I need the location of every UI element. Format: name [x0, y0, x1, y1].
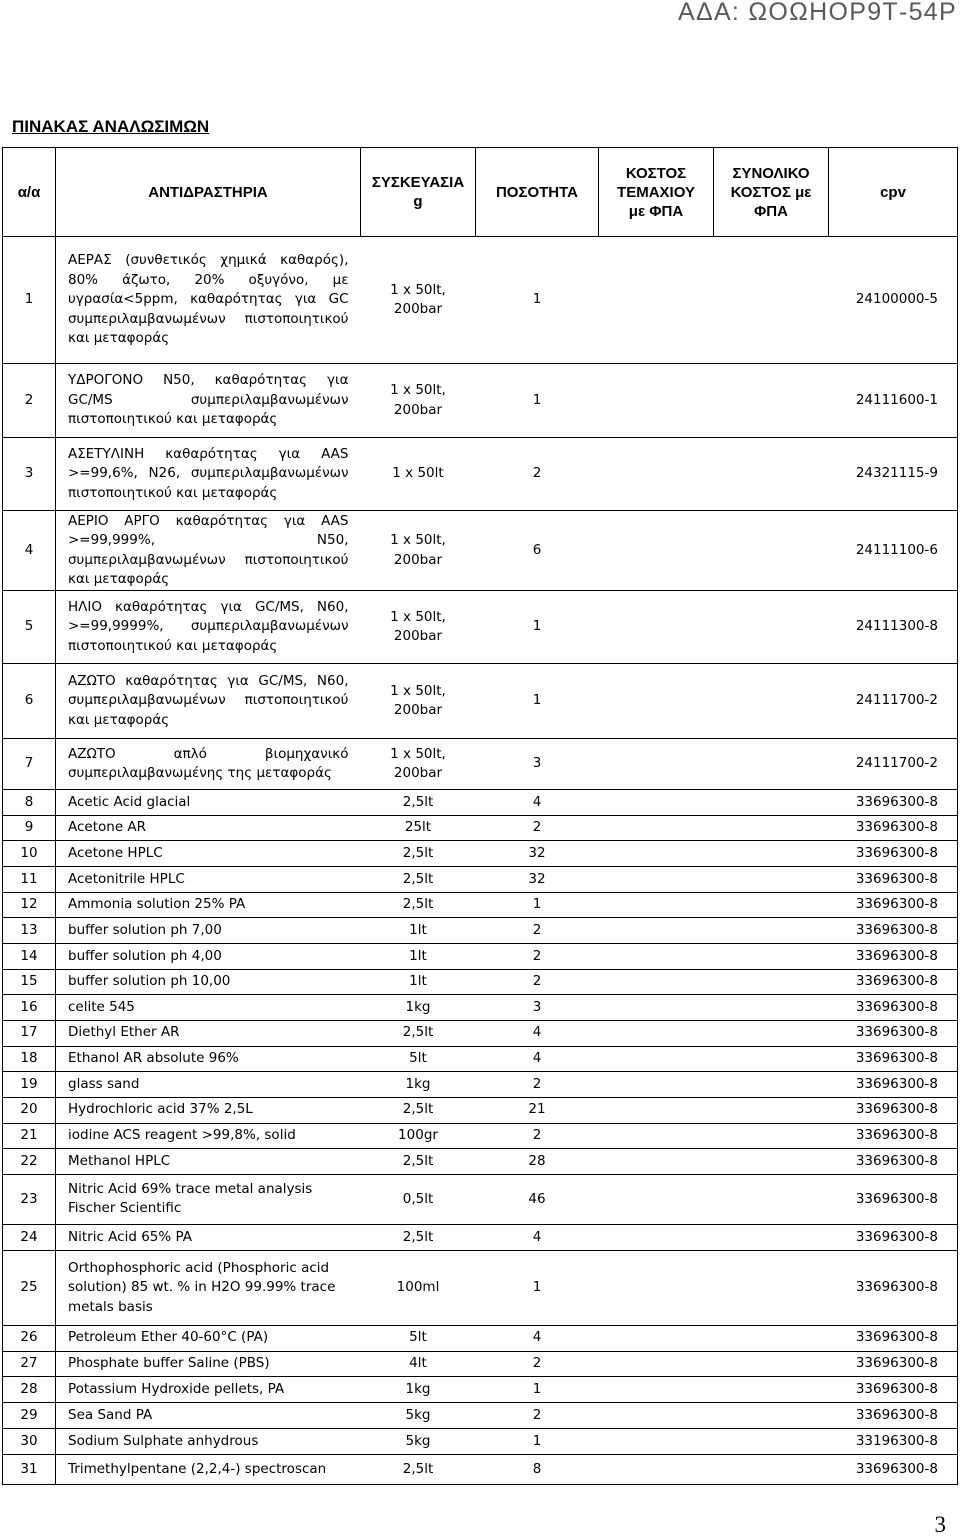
packaging: 2,5lt [361, 1020, 476, 1046]
header-unit-cost: ΚΟΣΤΟΣ ΤΕΜΑΧΙΟΥ με ΦΠΑ [599, 148, 714, 237]
table-row [3, 664, 958, 739]
reagent-name: ΑΖΩΤΟ απλό βιομηχανικό συμπεριλαμβανωμένης της μεταφοράς [56, 739, 361, 790]
total-cost [714, 866, 829, 892]
packaging: 5kg [361, 1403, 476, 1429]
packaging: 5kg [361, 1429, 476, 1455]
packaging: 2,5lt [361, 892, 476, 918]
packaging: 5lt [361, 1046, 476, 1072]
unit-cost [599, 739, 714, 790]
cpv-code: 33696300-8 [829, 1325, 958, 1351]
reagent-name: Trimethylpentane (2,2,4-) spectroscan [56, 1454, 361, 1484]
row-number: 6 [3, 664, 56, 739]
total-cost [714, 591, 829, 664]
reagent-name: Potassium Hydroxide pellets, PA [56, 1377, 361, 1403]
row-number: 11 [3, 866, 56, 892]
total-cost [714, 918, 829, 944]
unit-cost [599, 841, 714, 867]
table-row [3, 1351, 958, 1377]
header-aa: α/α [3, 148, 56, 237]
row-number: 8 [3, 790, 56, 816]
quantity: 2 [476, 1403, 599, 1429]
row-number: 16 [3, 995, 56, 1021]
quantity: 3 [476, 739, 599, 790]
quantity: 2 [476, 918, 599, 944]
table-header [3, 148, 958, 237]
cpv-code: 33696300-8 [829, 1403, 958, 1429]
row-number: 15 [3, 969, 56, 995]
quantity: 2 [476, 438, 599, 511]
quantity: 2 [476, 1351, 599, 1377]
unit-cost [599, 438, 714, 511]
packaging: 4lt [361, 1351, 476, 1377]
packaging: 1lt [361, 969, 476, 995]
packaging: 1kg [361, 1072, 476, 1098]
table-row [3, 591, 958, 664]
reagent-name: glass sand [56, 1072, 361, 1098]
unit-cost [599, 1174, 714, 1224]
packaging: 0,5lt [361, 1174, 476, 1224]
header-quantity: ΠΟΣΟΤΗΤΑ [476, 148, 599, 237]
reagent-name: Acetonitrile HPLC [56, 866, 361, 892]
row-number: 7 [3, 739, 56, 790]
table-row [3, 1377, 958, 1403]
cpv-code: 33696300-8 [829, 1174, 958, 1224]
row-number: 2 [3, 364, 56, 438]
cpv-code: 33696300-8 [829, 995, 958, 1021]
packaging: 100gr [361, 1123, 476, 1149]
row-number: 19 [3, 1072, 56, 1098]
quantity: 4 [476, 1020, 599, 1046]
quantity: 1 [476, 591, 599, 664]
row-number: 28 [3, 1377, 56, 1403]
total-cost [714, 1250, 829, 1325]
total-cost [714, 1123, 829, 1149]
table-row [3, 1046, 958, 1072]
row-number: 26 [3, 1325, 56, 1351]
total-cost [714, 815, 829, 841]
row-number: 1 [3, 237, 56, 364]
cpv-code: 24321115-9 [829, 438, 958, 511]
unit-cost [599, 892, 714, 918]
cpv-code: 33696300-8 [829, 815, 958, 841]
total-cost [714, 1224, 829, 1250]
total-cost [714, 1351, 829, 1377]
total-cost [714, 438, 829, 511]
total-cost [714, 969, 829, 995]
total-cost [714, 1020, 829, 1046]
reagent-name: Orthophosphoric acid (Phosphoric acid solution) 85 wt. % in H2O 99.99% trace metals basis [56, 1250, 361, 1325]
table-row [3, 1224, 958, 1250]
cpv-code: 33696300-8 [829, 1250, 958, 1325]
quantity: 2 [476, 1072, 599, 1098]
quantity: 1 [476, 1250, 599, 1325]
total-cost [714, 1377, 829, 1403]
row-number: 14 [3, 943, 56, 969]
total-cost [714, 664, 829, 739]
table-row [3, 995, 958, 1021]
total-cost [714, 511, 829, 591]
quantity: 3 [476, 995, 599, 1021]
row-number: 17 [3, 1020, 56, 1046]
packaging: 1 x 50lt, 200bar [361, 664, 476, 739]
total-cost [714, 1072, 829, 1098]
cpv-code: 33696300-8 [829, 1377, 958, 1403]
unit-cost [599, 1250, 714, 1325]
reagent-name: celite 545 [56, 995, 361, 1021]
row-number: 9 [3, 815, 56, 841]
packaging: 100ml [361, 1250, 476, 1325]
quantity: 21 [476, 1097, 599, 1123]
cpv-code: 33696300-8 [829, 918, 958, 944]
unit-cost [599, 1046, 714, 1072]
unit-cost [599, 1454, 714, 1484]
page-number: 3 [934, 1512, 946, 1537]
table-row [3, 511, 958, 591]
quantity: 2 [476, 1123, 599, 1149]
packaging: 2,5lt [361, 1097, 476, 1123]
table-row [3, 1097, 958, 1123]
reagent-name: Petroleum Ether 40-60°C (PA) [56, 1325, 361, 1351]
consumables-table [2, 147, 958, 1485]
row-number: 23 [3, 1174, 56, 1224]
packaging: 1 x 50lt, 200bar [361, 364, 476, 438]
cpv-code: 24111100-6 [829, 511, 958, 591]
total-cost [714, 1429, 829, 1455]
row-number: 24 [3, 1224, 56, 1250]
table-row [3, 438, 958, 511]
row-number: 27 [3, 1351, 56, 1377]
unit-cost [599, 1403, 714, 1429]
table-row [3, 1020, 958, 1046]
row-number: 25 [3, 1250, 56, 1325]
cpv-code: 24111700-2 [829, 664, 958, 739]
table-row [3, 237, 958, 364]
packaging: 2,5lt [361, 1224, 476, 1250]
table-row [3, 364, 958, 438]
row-number: 30 [3, 1429, 56, 1455]
unit-cost [599, 1325, 714, 1351]
unit-cost [599, 969, 714, 995]
quantity: 1 [476, 664, 599, 739]
cpv-code: 24100000-5 [829, 237, 958, 364]
table-row [3, 790, 958, 816]
cpv-code: 33696300-8 [829, 841, 958, 867]
packaging: 5lt [361, 1325, 476, 1351]
quantity: 32 [476, 866, 599, 892]
unit-cost [599, 866, 714, 892]
cpv-code: 33696300-8 [829, 790, 958, 816]
table-row [3, 841, 958, 867]
reagent-name: ΥΔΡΟΓΟΝΟ N50, καθαρότητας για GC/MS συμπεριλαμβανωμένων πιστοποιητικού και μεταφοράς [56, 364, 361, 438]
packaging: 2,5lt [361, 1454, 476, 1484]
row-number: 10 [3, 841, 56, 867]
cpv-code: 33696300-8 [829, 866, 958, 892]
table-row [3, 1429, 958, 1455]
quantity: 1 [476, 892, 599, 918]
table-row [3, 1174, 958, 1224]
packaging: 1 x 50lt [361, 438, 476, 511]
document-code: ΑΔΑ: ΩΟΩΗΟΡ9Τ-54Ρ [677, 0, 957, 26]
reagent-name: ΑΣΕΤΥΛΙΝΗ καθαρότητας για AAS >=99,6%, N26, συμπεριλαμβανωμένων πιστοποιητικού και μεταφοράς [56, 438, 361, 511]
cpv-code: 33696300-8 [829, 1123, 958, 1149]
unit-cost [599, 1123, 714, 1149]
quantity: 1 [476, 364, 599, 438]
unit-cost [599, 815, 714, 841]
packaging: 2,5lt [361, 790, 476, 816]
unit-cost [599, 1377, 714, 1403]
table-row [3, 892, 958, 918]
packaging: 1kg [361, 995, 476, 1021]
unit-cost [599, 364, 714, 438]
cpv-code: 24111300-8 [829, 591, 958, 664]
cpv-code: 33696300-8 [829, 1224, 958, 1250]
header-total-cost: ΣΥΝΟΛΙΚΟ ΚΟΣΤΟΣ με ΦΠΑ [714, 148, 829, 237]
reagent-name: ΑΕΡΙΟ ΑΡΓΟ καθαρότητας για AAS >=99,999%, N50, συμπεριλαμβανωμένων πιστοποιητικού και μεταφοράς [56, 511, 361, 591]
reagent-name: Nitric Acid 65% PA [56, 1224, 361, 1250]
unit-cost [599, 1072, 714, 1098]
row-number: 29 [3, 1403, 56, 1429]
reagent-name: ΗΛΙΟ καθαρότητας για GC/MS, N60, >=99,9999%, συμπεριλαμβανωμένων πιστοποιητικού και μεταφοράς [56, 591, 361, 664]
reagent-name: ΑΖΩΤΟ καθαρότητας για GC/MS, N60, συμπεριλαμβανωμένων πιστοποιητικού και μεταφοράς [56, 664, 361, 739]
total-cost [714, 841, 829, 867]
reagent-name: Sodium Sulphate anhydrous [56, 1429, 361, 1455]
packaging: 1 x 50lt, 200bar [361, 237, 476, 364]
packaging: 1lt [361, 918, 476, 944]
total-cost [714, 1454, 829, 1484]
packaging: 1 x 50lt, 200bar [361, 739, 476, 790]
reagent-name: iodine ACS reagent >99,8%, solid [56, 1123, 361, 1149]
reagent-name: Methanol HPLC [56, 1149, 361, 1175]
total-cost [714, 237, 829, 364]
cpv-code: 33696300-8 [829, 1149, 958, 1175]
cpv-code: 24111700-2 [829, 739, 958, 790]
total-cost [714, 364, 829, 438]
header-reagent: ΑΝΤΙΔΡΑΣΤΗΡΙΑ [56, 148, 361, 237]
total-cost [714, 739, 829, 790]
quantity: 4 [476, 790, 599, 816]
quantity: 1 [476, 1377, 599, 1403]
unit-cost [599, 790, 714, 816]
header-row [3, 148, 958, 237]
quantity: 2 [476, 943, 599, 969]
reagent-name: Acetic Acid glacial [56, 790, 361, 816]
quantity: 6 [476, 511, 599, 591]
table-row [3, 1250, 958, 1325]
row-number: 4 [3, 511, 56, 591]
header-cpv: cpv [829, 148, 958, 237]
reagent-name: buffer solution ph 7,00 [56, 918, 361, 944]
reagent-name: Ammonia solution 25% PA [56, 892, 361, 918]
reagent-name: Acetone HPLC [56, 841, 361, 867]
row-number: 31 [3, 1454, 56, 1484]
row-number: 20 [3, 1097, 56, 1123]
page-title: ΠΙΝΑΚΑΣ ΑΝΑΛΩΣΙΜΩΝ [12, 117, 210, 136]
unit-cost [599, 1020, 714, 1046]
table-row [3, 1123, 958, 1149]
packaging: 2,5lt [361, 841, 476, 867]
unit-cost [599, 995, 714, 1021]
total-cost [714, 1403, 829, 1429]
total-cost [714, 790, 829, 816]
table-row [3, 1454, 958, 1484]
cpv-code: 33696300-8 [829, 1097, 958, 1123]
table-row [3, 866, 958, 892]
cpv-code: 33696300-8 [829, 969, 958, 995]
row-number: 12 [3, 892, 56, 918]
cpv-code: 24111600-1 [829, 364, 958, 438]
cpv-code: 33696300-8 [829, 1072, 958, 1098]
total-cost [714, 943, 829, 969]
header-packaging: ΣΥΣΚΕΥΑΣΙΑ g [361, 148, 476, 237]
cpv-code: 33696300-8 [829, 1046, 958, 1072]
quantity: 2 [476, 815, 599, 841]
table-row [3, 1403, 958, 1429]
row-number: 3 [3, 438, 56, 511]
cpv-code: 33696300-8 [829, 943, 958, 969]
quantity: 28 [476, 1149, 599, 1175]
packaging: 1lt [361, 943, 476, 969]
total-cost [714, 1046, 829, 1072]
packaging: 1 x 50lt, 200bar [361, 511, 476, 591]
reagent-name: ΑΕΡΑΣ (συνθετικός χημικά καθαρός), 80% άζωτο, 20% οξυγόνο, με υγρασία<5ppm, καθαρότητας για GC συμπεριλαμβανωμένων πιστοποιητικού και μεταφοράς [56, 237, 361, 364]
quantity: 4 [476, 1325, 599, 1351]
quantity: 2 [476, 969, 599, 995]
cpv-code: 33696300-8 [829, 1454, 958, 1484]
packaging: 2,5lt [361, 1149, 476, 1175]
table-row [3, 1149, 958, 1175]
reagent-name: buffer solution ph 4,00 [56, 943, 361, 969]
table-row [3, 969, 958, 995]
row-number: 5 [3, 591, 56, 664]
reagent-name: Acetone AR [56, 815, 361, 841]
quantity: 1 [476, 237, 599, 364]
table-row [3, 918, 958, 944]
quantity: 46 [476, 1174, 599, 1224]
quantity: 4 [476, 1224, 599, 1250]
total-cost [714, 995, 829, 1021]
total-cost [714, 1325, 829, 1351]
unit-cost [599, 664, 714, 739]
cpv-code: 33696300-8 [829, 1351, 958, 1377]
unit-cost [599, 237, 714, 364]
row-number: 13 [3, 918, 56, 944]
unit-cost [599, 918, 714, 944]
unit-cost [599, 1429, 714, 1455]
table-body [3, 237, 958, 1485]
unit-cost [599, 591, 714, 664]
reagent-name: Hydrochloric acid 37% 2,5L [56, 1097, 361, 1123]
packaging: 1 x 50lt, 200bar [361, 591, 476, 664]
quantity: 4 [476, 1046, 599, 1072]
total-cost [714, 892, 829, 918]
unit-cost [599, 1224, 714, 1250]
packaging: 2,5lt [361, 866, 476, 892]
table-row [3, 943, 958, 969]
total-cost [714, 1149, 829, 1175]
table-row [3, 739, 958, 790]
packaging: 25lt [361, 815, 476, 841]
reagent-name: buffer solution ph 10,00 [56, 969, 361, 995]
table-row [3, 1072, 958, 1098]
total-cost [714, 1097, 829, 1123]
row-number: 21 [3, 1123, 56, 1149]
reagent-name: Sea Sand PA [56, 1403, 361, 1429]
unit-cost [599, 1351, 714, 1377]
reagent-name: Nitric Acid 69% trace metal analysis Fischer Scientific [56, 1174, 361, 1224]
row-number: 22 [3, 1149, 56, 1175]
reagent-name: Ethanol AR absolute 96% [56, 1046, 361, 1072]
table-row [3, 815, 958, 841]
unit-cost [599, 1149, 714, 1175]
quantity: 8 [476, 1454, 599, 1484]
quantity: 32 [476, 841, 599, 867]
reagent-name: Diethyl Ether AR [56, 1020, 361, 1046]
unit-cost [599, 943, 714, 969]
cpv-code: 33196300-8 [829, 1429, 958, 1455]
cpv-code: 33696300-8 [829, 892, 958, 918]
total-cost [714, 1174, 829, 1224]
quantity: 1 [476, 1429, 599, 1455]
cpv-code: 33696300-8 [829, 1020, 958, 1046]
reagent-name: Phosphate buffer Saline (PBS) [56, 1351, 361, 1377]
packaging: 1kg [361, 1377, 476, 1403]
unit-cost [599, 1097, 714, 1123]
row-number: 18 [3, 1046, 56, 1072]
table-row [3, 1325, 958, 1351]
unit-cost [599, 511, 714, 591]
